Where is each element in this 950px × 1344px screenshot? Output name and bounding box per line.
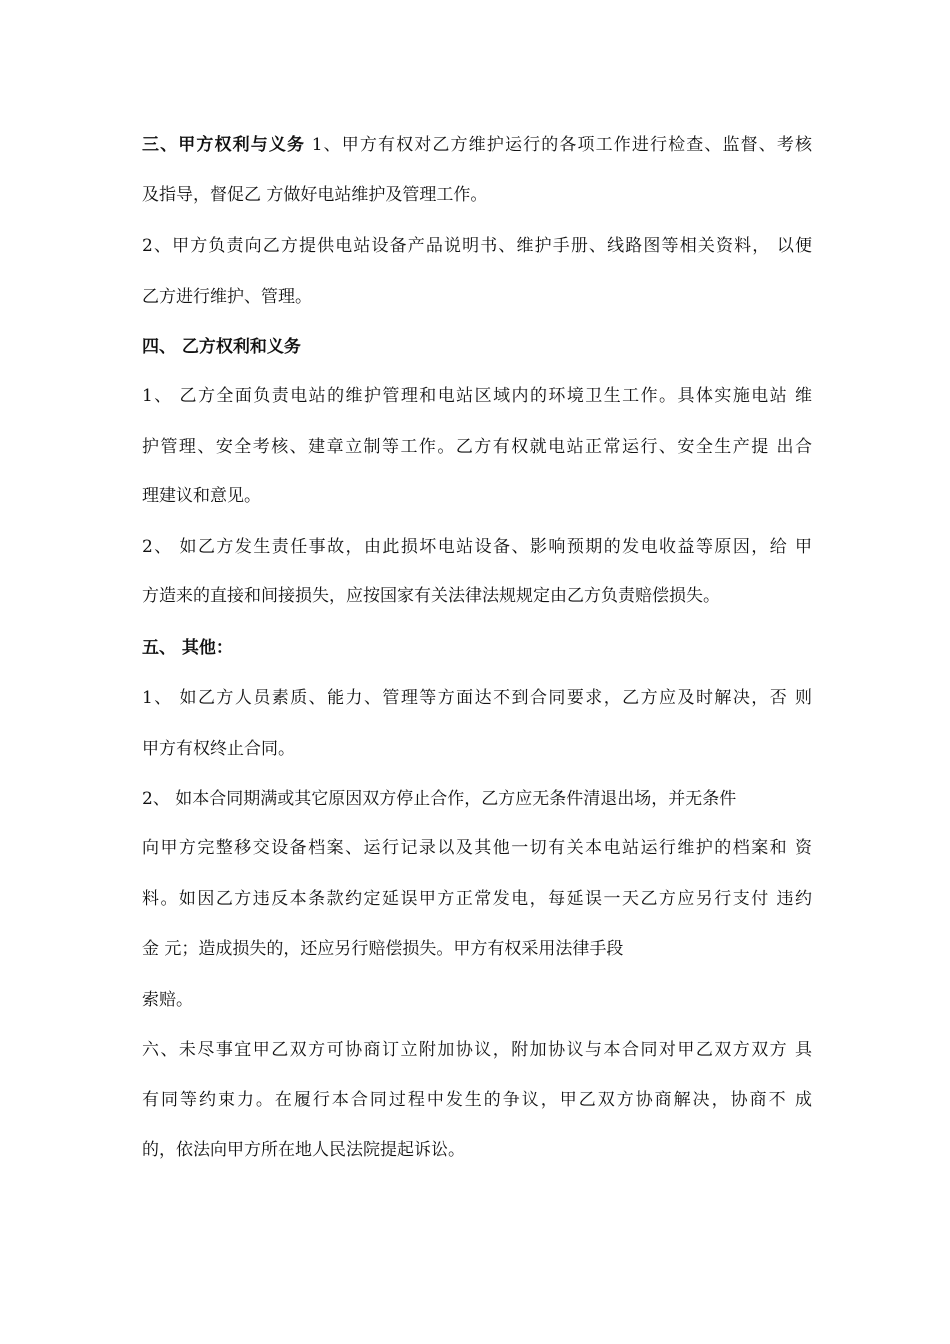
section4-item2-line2: 方造来的直接和间接损失，应按国家有关法律法规规定由乙方负责赔偿损失。 <box>142 586 720 606</box>
section3-item2-line1: 2、甲方负责向乙方提供电站设备产品说明书、维护手册、线路图等相关资料， 以便 <box>142 236 812 256</box>
section4-item1-line2: 护管理、安全考核、建章立制等工作。乙方有权就电站正常运行、安全生产提 出合 <box>142 437 812 457</box>
section3-item2-line2: 乙方进行维护、管理。 <box>142 287 312 307</box>
section4-heading: 四、 乙方权利和义务 <box>142 337 301 357</box>
section6-line3: 的，依法向甲方所在地人民法院提起诉讼。 <box>142 1140 465 1160</box>
section4-item1-line3: 理建议和意见。 <box>142 486 261 506</box>
section5-heading: 五、 其他： <box>142 638 233 658</box>
section4-item1-line1: 1、 乙方全面负责电站的维护管理和电站区域内的环境卫生工作。具体实施电站 维 <box>142 386 812 406</box>
section5-item1-line1: 1、 如乙方人员素质、能力、管理等方面达不到合同要求，乙方应及时解决，否 则 <box>142 688 812 708</box>
section3-heading: 三、甲方权利与义务 <box>142 135 306 155</box>
section5-item1-line2: 甲方有权终止合同。 <box>142 739 295 759</box>
section5-item2-line5: 索赔。 <box>142 990 193 1010</box>
section5-item2-line1: 2、 如本合同期满或其它原因双方停止合作，乙方应无条件清退出场，并无条件 <box>142 789 737 809</box>
section5-item2-line2: 向甲方完整移交设备档案、运行记录以及其他一切有关本电站运行维护的档案和 资 <box>142 838 812 858</box>
section6-line2: 有同等约束力。在履行本合同过程中发生的争议，甲乙双方协商解决，协商不 成 <box>142 1090 812 1110</box>
section4-item2-line1: 2、 如乙方发生责任事故，由此损坏电站设备、影响预期的发电收益等原因，给 甲 <box>142 537 812 557</box>
section3-line1 <box>142 135 812 155</box>
section5-item2-line4: 金 元；造成损失的，还应另行赔偿损失。甲方有权采用法律手段 <box>142 939 624 959</box>
section3-item1-text: 1、甲方有权对乙方维护运行的各项工作进行检查、监督、考核 <box>305 135 813 155</box>
section5-item2-line3: 料。如因乙方违反本条款约定延误甲方正常发电，每延误一天乙方应另行支付 违约 <box>142 889 812 909</box>
section3-line2: 及指导，督促乙 方做好电站维护及管理工作。 <box>142 185 488 205</box>
section6-line1: 六、未尽事宜甲乙双方可协商订立附加协议，附加协议与本合同对甲乙双方双方 具 <box>142 1040 812 1060</box>
